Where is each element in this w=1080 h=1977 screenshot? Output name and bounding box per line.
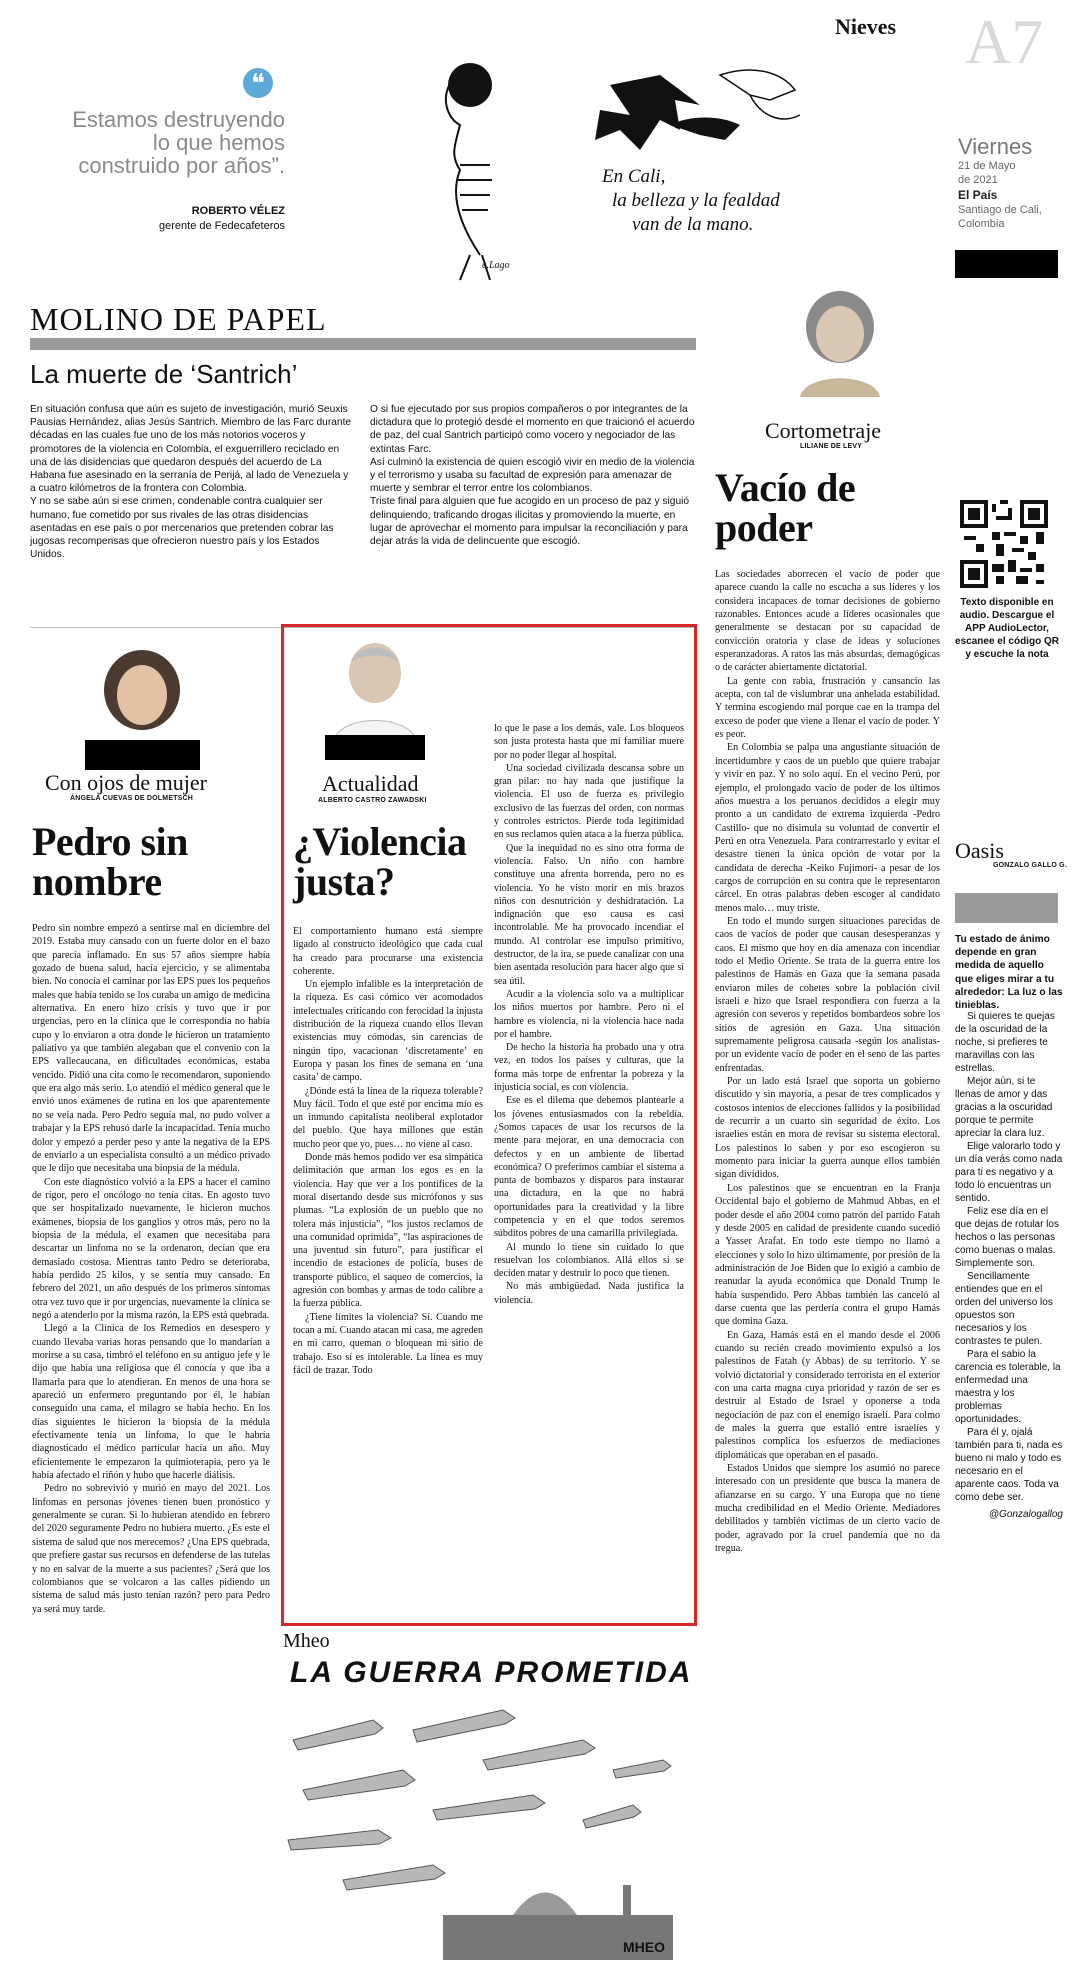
page-number: A7 [965, 6, 1044, 77]
quote-author: ROBERTO VÉLEZ [191, 205, 285, 217]
actualidad-section: Actualidad [322, 771, 419, 796]
author-photo [325, 633, 425, 743]
ojos-headline [32, 819, 188, 904]
author-photo [790, 282, 890, 397]
actualidad-headline [293, 819, 467, 904]
oasis-rule [955, 893, 1058, 923]
oasis-section: Oasis [955, 838, 1004, 863]
date-line: de 2021 [958, 174, 998, 186]
headline-line: Pedro sin [32, 819, 188, 864]
cortometraje-body [715, 568, 940, 1555]
paragraph: Con este diagnóstico volvió a la EPS a hacer el camino de rigor, pero el oncólogo no tenía citas. En agosto tuvo que ser hospitalizado nuevamente, le hicieron muchos exámenes, biopsia de los ganglios y otros más, pero no la biopsia de la médula, el examen que necesitaba para descartar un linfoma no se la ordenaron, decían que era demasiado costosa. Mientras tanto Pedro se deterioraba, había perdido 25 kilos, y se sentía muy cansado. En febrero del 2021, un año después de los primeros síntomas otra vez tuvo que ir por urgencias, nuevamente la clínica se negó a atenderlo por la misma razón, la EPS está quebrada. [32, 1176, 270, 1321]
caption-line: van de la mano. [632, 214, 754, 235]
paragraph: Mejor aún, si te llenas de amor y das gracias a la oscuridad porque te permite apreciar la clara luz. [955, 1076, 1053, 1139]
paragraph: Ese es el dilema que debemos plantearle a los jóvenes entusiasmados con la rebeldía. ¿Somos capaces de usar los recursos de la mente para mejorar, en una democracia con defectos y en un ambiente de libertad económica? O preferimos cambiar el sistema a punta de bombazos y disparos para instaurar una dictadura, en la que no habrá oportunidades para la creatividad y la libre competencia y en el que todos seremos súbditos pobres de una camarilla privilegiada. [494, 1095, 684, 1240]
quote-text [72, 108, 285, 177]
cartoon-caption [602, 165, 780, 237]
mheo-title: LA GUERRA PROMETIDA [290, 1656, 693, 1689]
mheo-label: Mheo [283, 1630, 330, 1652]
paragraph: O si fue ejecutado por sus propios compañeros o por integrantes de la dictadura que lo protegió desde el momento en que traicionó el acuerdo de paz, del cual Santrich participó como vocero y negociador de las extintas Farc. [370, 404, 695, 455]
paragraph: Por un lado está Israel que soporta un gobierno discutido y sin mayoría, a pesar de tres complicados y costosos intentos de elecciones fallidos y la posibilidad de recurrir a un cuarto sin seguridad de éxito. Los israelíes están en mora de revisar su sistema electoral. Los palestinos lo saben y por eso escogieron su momento para iniciar la guerra aunque ellos también sigan divididos. [715, 1076, 940, 1181]
paragraph: Donde más hemos podido ver esa simpática delimitación que arman los egos es en la violencia. Hay que ver a los pontífices de la moral disertando desde sus micrófonos y sus plumas. “La explosión de un pueblo que no tolera más injusticia”, “los justos reclamos de una comunidad oprimida”, “las aspiraciones de una juventud sin futuro”, para justificar el incendio de estaciones de policía, buses de transporte público, el saqueo de comercios, la agresión con bombas y armas de todo calibre a la fuerza pública. [293, 1152, 483, 1310]
paragraph: Pedro no sobrevivió y murió en mayo del 2021. Los linfomas en personas jóvenes tienen buen pronóstico y generalmente se curan. Si lo hubieran atendido en febrero del 2020 seguramente Pedro no hubiera muerto. ¿Es este el sistema de salud que nos merecemos? ¿Una EPS quebrada, que prefiere gastar sus recursos en defenderse de las tutelas y no en salvar de la muerte a sus pacientes? ¿Será que los colombianos que se volcaron a las calles pidiendo un sistema de salud más justo tenían razón? pero para Pedro ya será muy tarde. [32, 1483, 270, 1615]
headline-line: justa? [293, 859, 395, 904]
cartoon-signature: e.Lago [482, 260, 510, 271]
paragraph: Para el sabio la carencia es tolerable, la enfermedad una maestra y los problemas oportunidades. [955, 1349, 1061, 1425]
quote-line: Estamos destruyendo [72, 107, 285, 132]
paragraph: Elige valorarlo todo y un día verás como nada para ti es negativo y a todo lo encuentras un sentido. [955, 1141, 1063, 1204]
molino-section-title: MOLINO DE PAPEL [30, 301, 327, 337]
paragraph: En Colombia se palpa una angustiante situación de incertidumbre y caos de un pueblo que quiere trabajar y vivir en paz. Y no solo aquí. En el vecino Perú, por ejemplo, el prolongado vacío de poder de los últimos años muestra a los peruanos decididos a elegir muy pronto a un candidato de extrema izquierda -Pedro Castillo- que no disimula su voluntad de convertir el Perú en otra Venezuela. Para contrarrestarlo y evitar el desastre tienen la única opción de votar por la candidata de derecha -Keiko Fujimori- a pesar de los cargos de corrupción en su contra que le representaron cárcel. En otras palabras deben escoger al candidato menos malo… muy triste. [715, 742, 940, 914]
paragraph: Estados Unidos que siempre los asumió no parece interesado con un presidente que busca la manera de afianzarse en su cargo. Y una Europa que no tiene mucha credibilidad en el Medio Oriente. Mediadores debilitados y también víctimas de un cierto vacío de poder, agravado por la cruel pandemia que no da tregua. [715, 1463, 940, 1555]
cortometraje-section: Cortometraje [765, 418, 882, 443]
paragraph: En todo el mundo surgen situaciones parecidas de caos de vacíos de poder que causan desesperanzas y caos. El mismo que hoy en día amenaza con incendiar todo el Medio Oriente. Se trata de la guerra entre los palestinos de Hamás en Gaza que la semana pasada enviaron miles de cohetes sobre la población civil israelí e hizo que Israel respondiera con fuerza a la agresión con severos y repetidos bombardeos sobre los sitios de agresión en Gaza. Una situación supremamente peligrosa causada -según los analistas- por un evidente vacío de poder en el seno de las partes enfrentadas. [715, 915, 940, 1074]
paragraph: Las sociedades aborrecen el vacío de poder que aparece cuando la calle no escucha a sus líderes y los considera incapaces de tomar decisiones de gobierno razonables. Entonces acude a líderes ocasionales que generalmente se destacan por su capacidad de convicción oratoria y clase de ideas y soluciones esperanzadoras. A ratos las más absurdas, demagógicas o de carácter abiertamente dictatorial. [715, 569, 940, 674]
place-line: Santiago de Cali, [958, 204, 1042, 216]
day-label: Viernes [958, 134, 1033, 159]
qr-code-icon[interactable] [960, 500, 1048, 588]
figure-head [448, 63, 492, 107]
redacted-bar [85, 740, 200, 770]
paragraph: Así culminó la existencia de quien escogió vivir en medio de la violencia y el terrorismo y usaba su facultad de expresión para amenazar de muerte y sembrar el terror entre los colombianos. [370, 456, 695, 495]
headline-line: poder [715, 505, 813, 550]
oasis-handle[interactable]: @Gonzalogallog [988, 1509, 1063, 1520]
quote-line: lo que hemos [152, 130, 285, 155]
portrait-icon [325, 633, 425, 743]
portrait-icon [790, 282, 890, 397]
paragraph: ¿Dónde está la línea de la riqueza tolerable? Muy fácil. Todo el que esté por encima mío es un inmundo capitalista neoliberal explotador del pueblo. Que haya millones que están mucho peor que yo, pues… no viene al caso. [293, 1085, 483, 1150]
molino-rule [30, 338, 696, 350]
paragraph: Al mundo lo tiene sin cuidado lo que resuelvan los colombianos. Allá ellos si se deciden matar y destruir lo poco que tienen. [494, 1241, 684, 1280]
quote-line: construido por años”. [78, 153, 285, 178]
redacted-bar [955, 250, 1058, 278]
ojos-body [32, 922, 270, 1616]
cortometraje-headline [715, 465, 856, 550]
caption-line: la belleza y la fealdad [612, 190, 780, 211]
molino-headline: La muerte de ‘Santrich’ [30, 359, 298, 389]
quote-icon: ❝ [243, 68, 273, 98]
paragraph: No más ambigüedad. Nada justifica la violencia. [494, 1281, 684, 1306]
headline-line: Vacío de [715, 465, 856, 510]
actualidad-col-b [494, 722, 684, 1307]
cortometraje-author: LILIANE DE LEVY [800, 443, 863, 450]
paragraph: De hecho la historia ha probado una y otra vez, en todos los países y culturas, que la forma más torpe de enfrentar la pobreza y la injusticia social, es con violencia. [494, 1042, 684, 1094]
headline-line: nombre [32, 859, 162, 904]
date-block [958, 135, 1073, 231]
molino-col-1 [30, 403, 355, 561]
molino-col-2 [370, 403, 695, 548]
date-line: 21 de Mayo [958, 160, 1016, 172]
newspaper-name: El País [958, 188, 998, 202]
paragraph: Para él y, ojalá también para ti, nada es bueno ni malo y todo es necesario en el aparente caos. Toda va como debe ser. [955, 1427, 1063, 1503]
qr-note: Texto disponible en audio. Descargue el APP AudioLector, escanee el código QR y escuche la nota [955, 597, 1059, 660]
oasis-author: GONZALO GALLO G. [993, 862, 1067, 869]
paragraph: Pedro sin nombre empezó a sentirse mal en diciembre del 2019. Estaba muy cansado con un fuerte dolor en el bazo que parecía inflamado. En sus 57 años siempre había gozado de buena salud, hacía ejercicio, y se alimentaba bien. No conocía el caminar por las EPS pues los pequeños males que había tenido se los curaba un amigo de medicina alternativa. En enero hizo crisis y tuvo que ir por urgencias, pero en la clínica que le correspondía no había cupo y lo enviaron a otra donde le hicieron un tratamiento paliativo ya que también alegaban que el convenio con la EPS vallecaucana, en dificultades económicas, estaba vencido. Pidió una cita como le recomendaron, suponiendo que era algo más serio. Lo atendió el médico general que le envió unos exámenes de rutina en los que aparentemente no se veía nada. Pero Pedro seguía mal, no pudo volver a trabajar y la EPS rehusó darle la incapacidad. Tenía mucho dolor y empezó a perder peso y ante la negativa de la EPS de enviarlo a un especialista consultó a un médico privado que le dijo que necesitaba una biopsia de la médula. [32, 923, 270, 1175]
paragraph: ¿Tiene límites la violencia? Sí. Cuando me tocan a mí. Cuando atacan mi casa, me agreden en mi carro, queman o bloquean mi sitio de trabajo. Eso sí es intolerable. La línea es muy fácil de trazar. Todo [293, 1311, 483, 1376]
place-line: Colombia [958, 218, 1005, 230]
paragraph: El comportamiento humano está siempre ligado al constructo ideológico que cada cual ha creado para procurarse una existencia coherente. [293, 926, 483, 977]
paragraph: Triste final para alguien que fue acogido en un proceso de paz y siguió delinquiendo, traficando drogas ilícitas y promoviendo la muerte, en lugar de aprovechar el momento para impulsar la reconciliación y para dejar atrás la vida de delincuente que escogió. [370, 496, 690, 548]
paragraph: Los palestinos que se encuentran en la Franja Occidental bajo el gobierno de Mahmud Abbas, en el poder desde el año 2004 como patrón del partido Fatah y desde 2005 en calidad de presidente cuando sucedió a Yasser Arafat. En todo este tiempo no llamó a elecciones y solo lo hizo últimamente, por presión de la administración de Joe Biden que lo exigió a cambio de reanudar la ayuda económica que Donald Trump le había suspendido. Pero Abbas también las canceló al darse cuenta que las perdería contra el grupo Hamás que domina Gaza. [715, 1182, 940, 1328]
redacted-bar [325, 735, 425, 760]
paragraph: La gente con rabia, frustración y cansancio las acepta, con tal de vislumbrar una anhelada estabilidad. Y termina escogiendo mal porque cae en la trampa del exceso de poder que viene a llenar el vacío de poder. Y es peor. [715, 675, 940, 741]
actualidad-col-a [293, 925, 483, 1377]
caption-line: En Cali, [602, 166, 666, 187]
paragraph: Acudir a la violencia solo va a multiplicar los niños muertos por hambre. Pero ni el hambre es violencia, ni la violencia hace nada por el hambre. [494, 988, 684, 1040]
paragraph: lo que le pase a los demás, vale. Los bloqueos son justa protesta hasta que mi familiar muere por no poder llegar al hospital. [494, 723, 684, 761]
oasis-lead: Tu estado de ánimo depende en gran medida de aquello que eliges mirar a tu alrededor: La luz o las tinieblas. [955, 934, 1063, 1012]
ojos-author: ÁNGELA CUEVAS DE DOLMETSCH [70, 795, 194, 802]
section-name: Nieves [835, 14, 897, 39]
paragraph: Que la inequidad no es sino otra forma de violencia. Falso. Un niño con hambre constituye una afrenta horrenda, pero no es violencia. Yo he visto morir en mis brazos niños con desnutrición y deshidratación. La indignación que eso causa es casi incontrolable. Me ha provocado incendiar el mundo. Al controlar ese impulso primitivo, destructor, de la ira, se puede canalizar con una bien asentada resolución para hacer algo que sí sea útil. [494, 842, 684, 987]
paragraph: Llegó a la Clínica de los Remedios en desespero y cuando llevaba varias horas pensando que lo mandarían a morirse a su casa, timbró el teléfono en su antiguo jefe y le dijo que había una religiosa que él conocía y que iba a llamarla para que lo atendieran. En menos de una hora se apareció un enfermero preguntando por él, le habían conseguido una cama, el milagro se había hecho. En los días siguientes le hicieron la biopsia de la médula efectivamente tenía un linfoma, lo que le habría diagnosticado el médico particular hacía un año. Muy eficientemente le empezaron la quimioterapia, pero ya le había afectado el riñón y hubo que hacerle diálisis. [32, 1323, 270, 1482]
cartoon-signature: MHEO [623, 1939, 665, 1955]
paragraph: Y no se sabe aún si ese crimen, condenable contra cualquier ser humano, fue cometido por sus rivales de las otras disidencias asentadas en ese país o por mercenarios que pretenden cobrar las jugosas recompensas que ofrecieron nuestro país y los Estados Unidos. [30, 496, 334, 561]
paragraph: Una sociedad civilizada descansa sobre un gran pilar: no hay nada que justifique la violencia. El uso de fuerza es privilegio exclusivo de las fuerzas del orden, con normas y controles estrictos. Pierde toda legitimidad en sus reclamos quien ataca a la fuerza pública. [494, 762, 684, 841]
paragraph: Feliz ese día en el que dejas de rotular los hechos o las personas como buenas o malas. Simplemente son. [955, 1206, 1059, 1269]
mheo-cartoon [283, 1700, 698, 1960]
ojos-section: Con ojos de mujer [45, 770, 207, 795]
paragraph: En Gaza, Hamás está en el mando desde el 2006 cuando su recién creado movimiento expulsó a los palestinos de Fatah (y Abbas) de su territorio. Y se volvió dictatorial y considerado terrorista en el exterior con una carta magna cuya prioridad y razón de ser es destruir al Estado de Israel y oponerse a toda negociación de paz con el enemigo israelí. Para colmo de males la guerra que estalló entre israelíes y palestinos complica los esfuerzos de mediaciones diplomáticas que operaban en el pasado. [715, 1329, 940, 1461]
paragraph: Un ejemplo infalible es la interpretación de la riqueza. Es casi cómico ver acomodados intelectuales criticando con ferocidad la injusta distribución de la riqueza cuando ellos llevan existencias muy cómodas, sin carencias de ningún tipo, vacacionan ‘discretamente’ en Europa y pasan los fines de semana en ‘una casita’ de campo. [293, 979, 483, 1084]
headline-line: ¿Violencia [293, 819, 467, 864]
paragraph: Sencillamente entiendes que en el orden del universo los opuestos son necesarios y los contrastes te pulen. [955, 1271, 1053, 1347]
paragraph: Si quieres te quejas de la oscuridad de la noche, si prefieres te maravillas con las estrellas. [955, 1011, 1055, 1074]
quote-role: gerente de Fedecafeteros [159, 220, 285, 232]
oasis-body [955, 1010, 1063, 1521]
paragraph: En situación confusa que aún es sujeto de investigación, murió Seuxis Pausias Hernández, alias Jesús Santrich. Miembro de las Farc durante décadas en las cuales fue uno de los más notorios voceros y promotores de la violencia en Colombia, el exguerrillero reciclado en una de las disidencias que quedaron después del acuerdo de La Habana fue asesinado en la serranía de Perijá, al lado de Venezuela y a cuatro kilómetros de la frontera con Colombia. [30, 404, 352, 495]
actualidad-author: ALBERTO CASTRO ZAWADSKI [318, 797, 427, 804]
